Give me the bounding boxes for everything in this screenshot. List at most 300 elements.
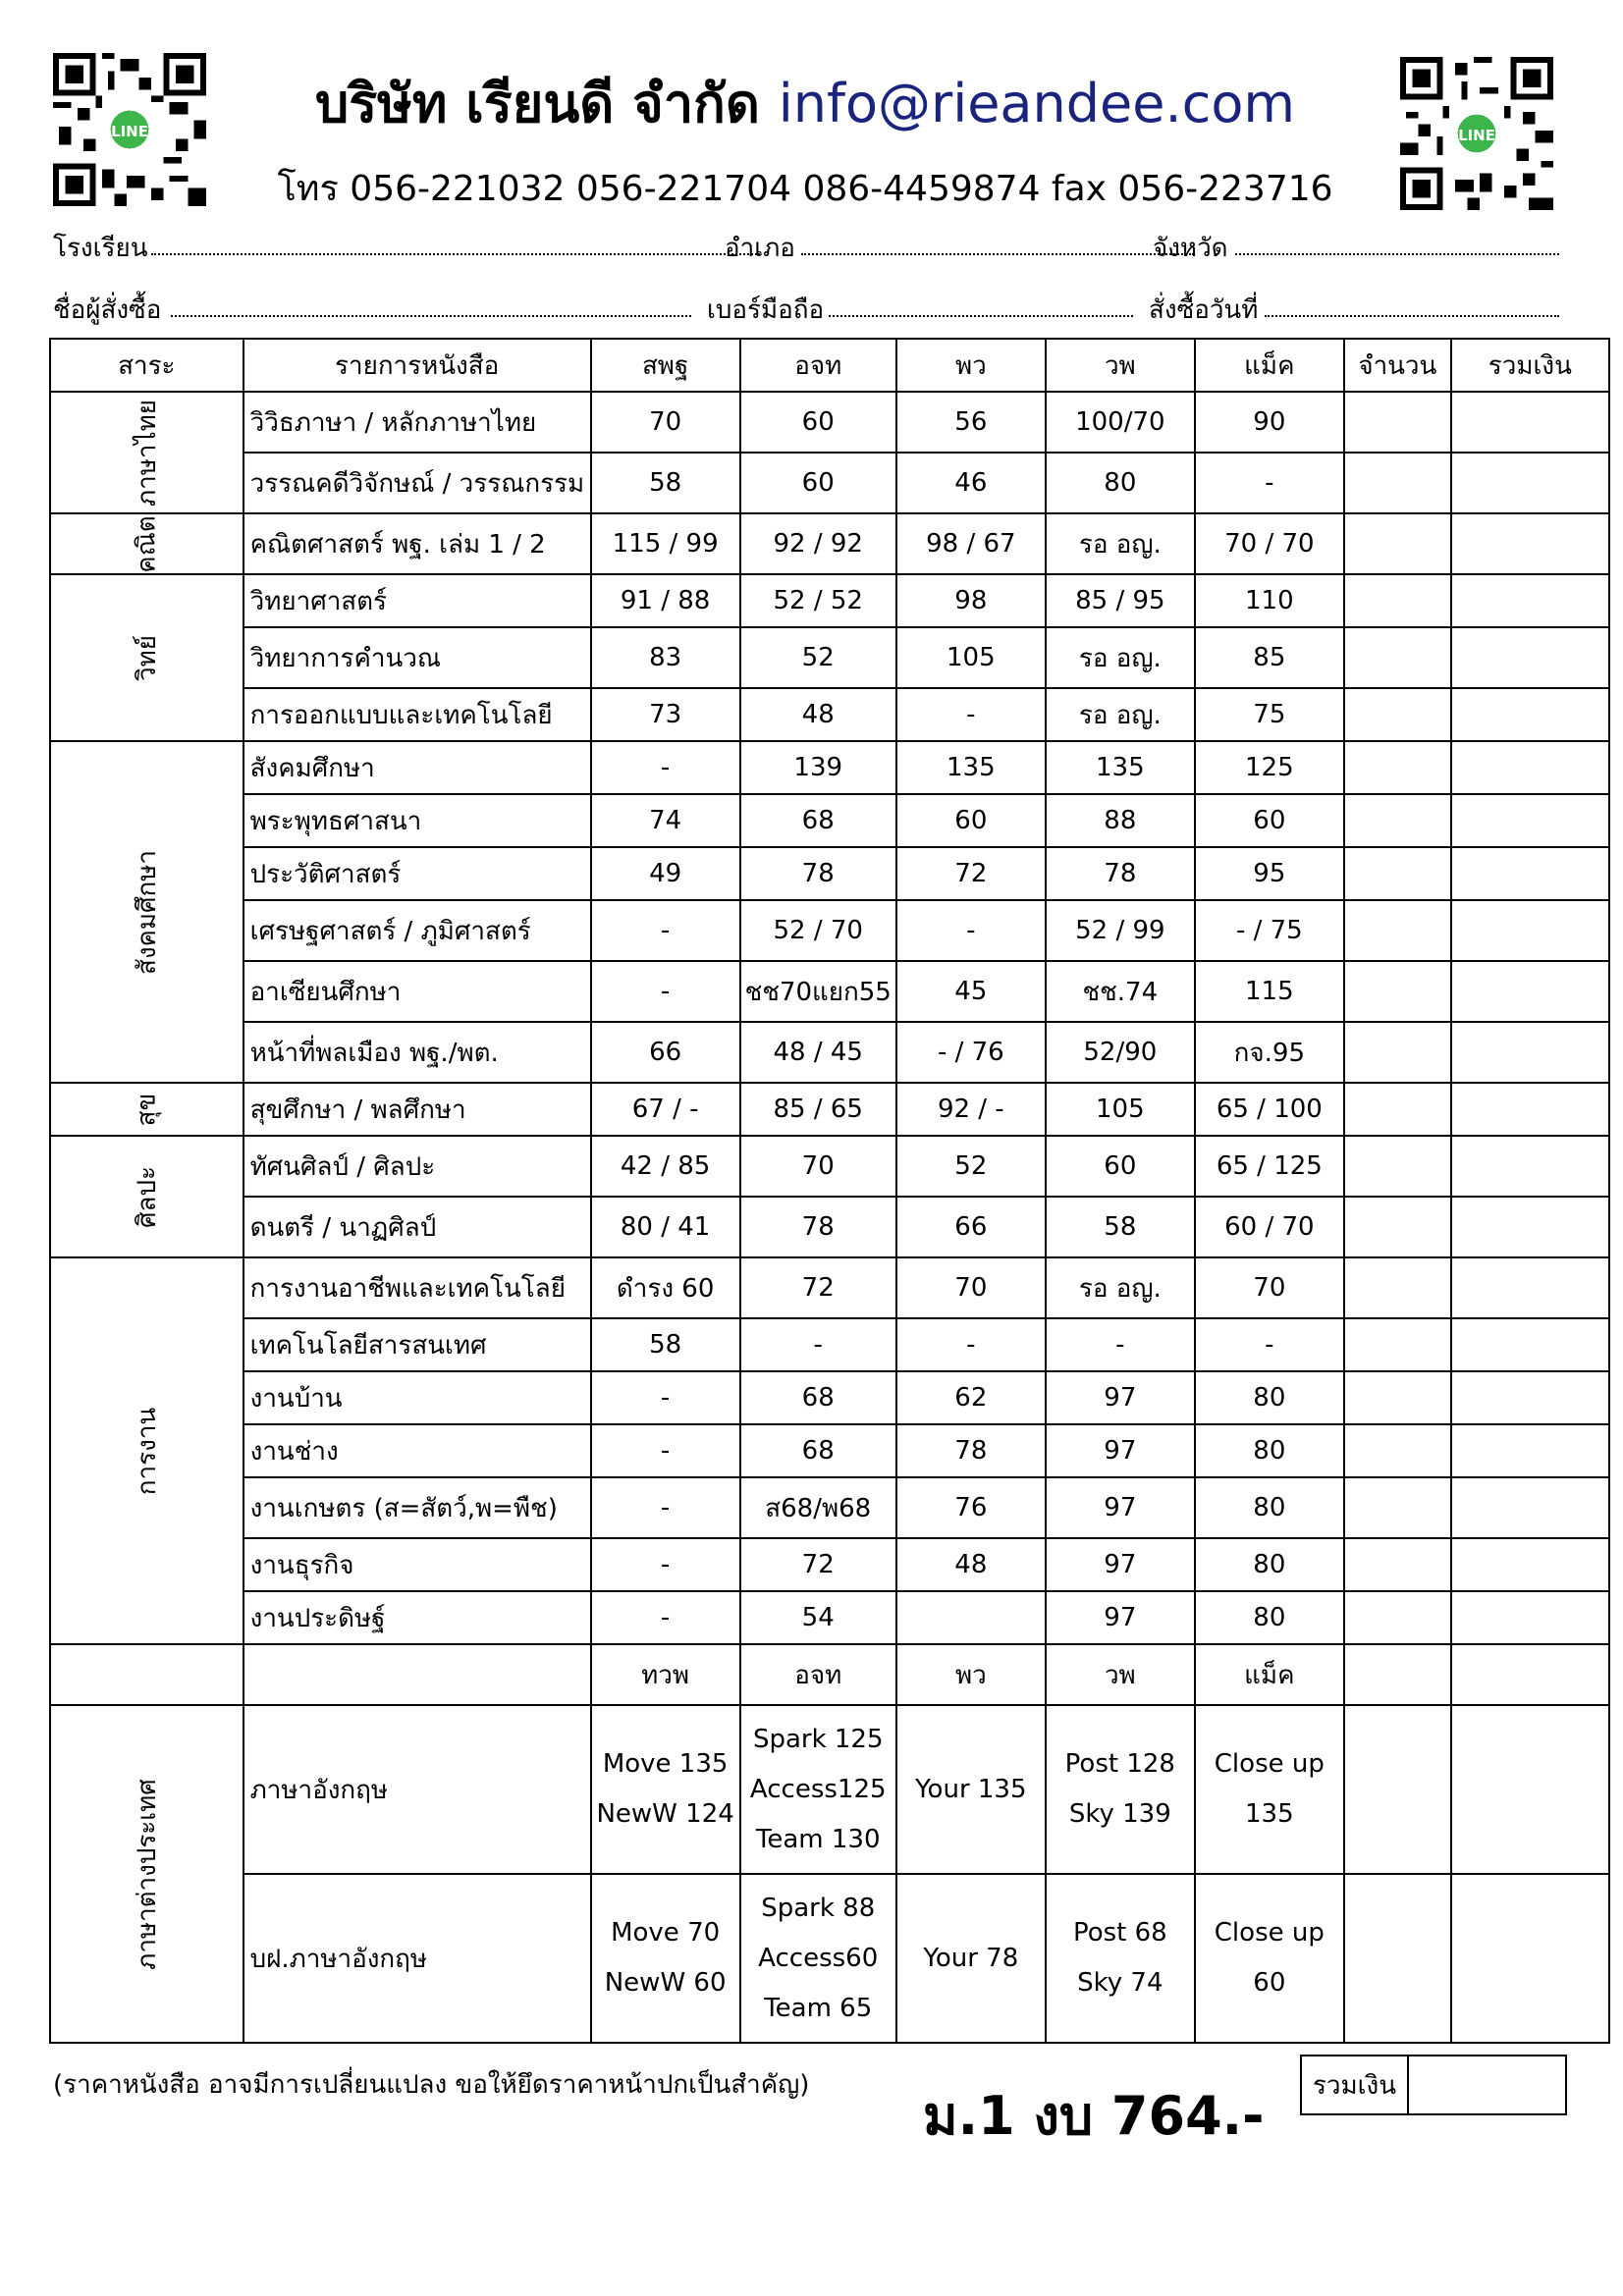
- quantity-field[interactable]: [1344, 794, 1451, 847]
- quantity-field[interactable]: [1344, 847, 1451, 900]
- company-name: บริษัท เรียนดี จำกัด: [315, 73, 760, 134]
- table-row: [50, 1318, 1609, 1371]
- table-row: [50, 392, 1609, 453]
- subtotal-field[interactable]: [1451, 1371, 1609, 1424]
- column-header: รายการหนังสือ: [243, 339, 591, 392]
- quantity-field[interactable]: [1344, 392, 1451, 453]
- subtotal-field[interactable]: [1451, 627, 1609, 688]
- price-cell: 135: [1046, 741, 1195, 794]
- column-header: แม็ค: [1195, 1644, 1344, 1705]
- price-cell: 60: [740, 392, 896, 453]
- book-title: เศรษฐศาสตร์ / ภูมิศาสตร์: [243, 900, 591, 961]
- price-cell: 80: [1195, 1477, 1344, 1538]
- price-cell: 52 / 52: [740, 574, 896, 627]
- price-cell: ดำรง 60: [591, 1257, 740, 1318]
- column-header: วพ: [1046, 1644, 1195, 1705]
- province-field[interactable]: [1235, 228, 1559, 255]
- book-title: ภาษาอังกฤษ: [243, 1705, 591, 1874]
- price-cell: 97: [1046, 1477, 1195, 1538]
- form-line-school: [53, 228, 1565, 263]
- price-cell: 68: [740, 794, 896, 847]
- form-line-buyer: [53, 290, 1565, 325]
- price-cell: 90: [1195, 392, 1344, 453]
- quantity-field[interactable]: [1344, 900, 1451, 961]
- grand-total-field[interactable]: [1408, 2056, 1566, 2114]
- subtotal-field[interactable]: [1451, 1318, 1609, 1371]
- price-cell: -: [591, 1477, 740, 1538]
- subtotal-field[interactable]: [1451, 1136, 1609, 1197]
- book-title: งานประดิษฐ์: [243, 1591, 591, 1644]
- subtotal-field[interactable]: [1451, 847, 1609, 900]
- subject-cell: [50, 1083, 243, 1136]
- price-cell: 70 / 70: [1195, 513, 1344, 574]
- qr-code-right: [1400, 57, 1553, 210]
- column-header: อจท: [740, 339, 896, 392]
- quantity-field[interactable]: [1344, 1022, 1451, 1083]
- subtotal-field[interactable]: [1451, 794, 1609, 847]
- buyer-label: ชื่อผู้สั่งซื้อ: [53, 295, 162, 325]
- price-cell: ชช70แยก55: [740, 961, 896, 1022]
- subject-label: สังคมศึกษา: [132, 849, 162, 975]
- price-cell: 80: [1046, 453, 1195, 513]
- price-cell: 67 / -: [591, 1083, 740, 1136]
- price-line: Post 68: [1072, 1918, 1167, 1948]
- price-line: Move 70: [611, 1918, 721, 1948]
- quantity-field[interactable]: [1344, 1705, 1451, 1874]
- price-cell: [740, 1874, 896, 2043]
- book-title: อาเซียนศึกษา: [243, 961, 591, 1022]
- quantity-field[interactable]: [1344, 1477, 1451, 1538]
- quantity-field[interactable]: [1344, 961, 1451, 1022]
- price-cell: 88: [1046, 794, 1195, 847]
- price-cell: -: [1046, 1318, 1195, 1371]
- book-title: ดนตรี / นาฏศิลป์: [243, 1197, 591, 1257]
- price-cell: -: [896, 1318, 1046, 1371]
- price-cell: 78: [1046, 847, 1195, 900]
- column-header: พว: [896, 339, 1046, 392]
- empty-cell: [1451, 1644, 1609, 1705]
- price-cell: 83: [591, 627, 740, 688]
- price-cell: 91 / 88: [591, 574, 740, 627]
- subtotal-field[interactable]: [1451, 688, 1609, 741]
- price-cell: รอ อญ.: [1046, 513, 1195, 574]
- subtotal-field[interactable]: [1451, 1705, 1609, 1874]
- price-cell: [740, 1705, 896, 1874]
- subtotal-field[interactable]: [1451, 1197, 1609, 1257]
- price-cell: 68: [740, 1371, 896, 1424]
- price-cell: รอ อญ.: [1046, 627, 1195, 688]
- empty-cell: [50, 1644, 243, 1705]
- price-cell: 105: [896, 627, 1046, 688]
- quantity-field[interactable]: [1344, 1591, 1451, 1644]
- quantity-field[interactable]: [1344, 513, 1451, 574]
- subtotal-field[interactable]: [1451, 513, 1609, 574]
- price-cell: 65 / 125: [1195, 1136, 1344, 1197]
- price-cell: 60: [1195, 794, 1344, 847]
- price-cell: -: [1195, 453, 1344, 513]
- column-header: จำนวน: [1344, 339, 1451, 392]
- column-header: รวมเงิน: [1451, 339, 1609, 392]
- book-title: วิทยาศาสตร์: [243, 574, 591, 627]
- price-line: Close up: [1214, 1918, 1325, 1948]
- price-cell: 97: [1046, 1424, 1195, 1477]
- subtotal-field[interactable]: [1451, 1083, 1609, 1136]
- table-row: [50, 688, 1609, 741]
- price-cell: 76: [896, 1477, 1046, 1538]
- table-row: [50, 741, 1609, 794]
- line-badge: LINE: [1458, 126, 1495, 144]
- price-cell: 60: [1046, 1136, 1195, 1197]
- subject-cell: [50, 1136, 243, 1257]
- price-cell: -: [591, 961, 740, 1022]
- price-cell: [896, 1705, 1046, 1874]
- price-table: [49, 338, 1610, 2044]
- table-row: [50, 847, 1609, 900]
- price-cell: 49: [591, 847, 740, 900]
- price-cell: [896, 1874, 1046, 2043]
- subtotal-field[interactable]: [1451, 1477, 1609, 1538]
- price-cell: 135: [896, 741, 1046, 794]
- quantity-field[interactable]: [1344, 1083, 1451, 1136]
- price-cell: 60 / 70: [1195, 1197, 1344, 1257]
- price-cell: 66: [591, 1022, 740, 1083]
- price-cell: 52: [896, 1136, 1046, 1197]
- table-row: [50, 1538, 1609, 1591]
- publisher-header-row: [50, 1644, 1609, 1705]
- subject-cell: [50, 1257, 243, 1644]
- price-cell: 115 / 99: [591, 513, 740, 574]
- subtotal-field[interactable]: [1451, 574, 1609, 627]
- district-field[interactable]: [801, 228, 1194, 255]
- subject-label: วิทย์: [132, 634, 162, 681]
- price-cell: -: [896, 688, 1046, 741]
- grand-total-label: รวมเงิน: [1301, 2056, 1408, 2114]
- table-row: [50, 574, 1609, 627]
- price-cell: - / 75: [1195, 900, 1344, 961]
- price-cell: 52: [740, 627, 896, 688]
- price-cell: -: [591, 741, 740, 794]
- price-cell: -: [591, 1591, 740, 1644]
- book-title: งานช่าง: [243, 1424, 591, 1477]
- price-cell: 80: [1195, 1538, 1344, 1591]
- price-cell: 52/90: [1046, 1022, 1195, 1083]
- book-title: งานบ้าน: [243, 1371, 591, 1424]
- subject-label: สุข: [132, 1093, 162, 1126]
- price-cell: 54: [740, 1591, 896, 1644]
- price-cell: 70: [591, 392, 740, 453]
- company-email[interactable]: info@rieandee.com: [778, 73, 1295, 134]
- price-cell: 72: [740, 1257, 896, 1318]
- price-cell: 78: [740, 847, 896, 900]
- price-cell: 97: [1046, 1371, 1195, 1424]
- price-cell: ชช.74: [1046, 961, 1195, 1022]
- price-cell: 42 / 85: [591, 1136, 740, 1197]
- qr-code-icon: [53, 53, 206, 206]
- table-row: [50, 1257, 1609, 1318]
- price-cell: -: [740, 1318, 896, 1371]
- price-cell: 80 / 41: [591, 1197, 740, 1257]
- price-line: 135: [1245, 1799, 1294, 1829]
- quantity-field[interactable]: [1344, 741, 1451, 794]
- quantity-field[interactable]: [1344, 1257, 1451, 1318]
- price-line: Team 65: [764, 1993, 873, 2023]
- company-phones: โทร 056-221032 056-221704 086-4459874 fax 056-223716: [277, 169, 1333, 209]
- price-cell: 70: [740, 1136, 896, 1197]
- buyer-field[interactable]: [171, 290, 691, 317]
- subtotal-field[interactable]: [1451, 741, 1609, 794]
- school-label: โรงเรียน: [53, 234, 148, 263]
- price-cell: 80: [1195, 1424, 1344, 1477]
- price-cell: 95: [1195, 847, 1344, 900]
- mobile-field[interactable]: [829, 290, 1133, 317]
- subject-label: ภาษาต่างประเทศ: [132, 1778, 162, 1970]
- price-cell: 78: [896, 1424, 1046, 1477]
- price-cell: 92 / 92: [740, 513, 896, 574]
- order-date-field[interactable]: [1265, 290, 1559, 317]
- price-cell: [591, 1705, 740, 1874]
- price-note: (ราคาหนังสือ อาจมีการเปลี่ยนแปลง ขอให้ยึดราคาหน้าปกเป็นสำคัญ): [53, 2070, 810, 2100]
- table-header-row: [50, 339, 1609, 392]
- quantity-field[interactable]: [1344, 1874, 1451, 2043]
- book-title: สุขศึกษา / พลศึกษา: [243, 1083, 591, 1136]
- price-cell: 48: [740, 688, 896, 741]
- empty-cell: [1344, 1644, 1451, 1705]
- price-cell: [591, 1874, 740, 2043]
- price-cell: - / 76: [896, 1022, 1046, 1083]
- price-cell: -: [591, 900, 740, 961]
- price-cell: [1046, 1874, 1195, 2043]
- column-header: พว: [896, 1644, 1046, 1705]
- price-cell: 85 / 95: [1046, 574, 1195, 627]
- price-line: Spark 125: [752, 1724, 884, 1754]
- price-cell: 73: [591, 688, 740, 741]
- subtotal-field[interactable]: [1451, 1538, 1609, 1591]
- price-cell: 58: [591, 453, 740, 513]
- subtotal-field[interactable]: [1451, 1874, 1609, 2043]
- book-title: คณิตศาสตร์ พฐ. เล่ม 1 / 2: [243, 513, 591, 574]
- subtotal-field[interactable]: [1451, 900, 1609, 961]
- price-cell: 80: [1195, 1591, 1344, 1644]
- column-header: สพฐ: [591, 339, 740, 392]
- subtotal-field[interactable]: [1451, 961, 1609, 1022]
- book-title: วรรณคดีวิจักษณ์ / วรรณกรรม: [243, 453, 591, 513]
- table-row: [50, 513, 1609, 574]
- price-cell: 48 / 45: [740, 1022, 896, 1083]
- price-cell: [1046, 1705, 1195, 1874]
- price-cell: 115: [1195, 961, 1344, 1022]
- quantity-field[interactable]: [1344, 627, 1451, 688]
- price-cell: รอ อญ.: [1046, 688, 1195, 741]
- price-cell: 45: [896, 961, 1046, 1022]
- book-title: สังคมศึกษา: [243, 741, 591, 794]
- book-title: วิวิธภาษา / หลักภาษาไทย: [243, 392, 591, 453]
- table-row: [50, 1705, 1609, 1874]
- price-cell: กจ.95: [1195, 1022, 1344, 1083]
- grade-budget: ม.1 งบ 764.-: [923, 2085, 1265, 2147]
- price-line: NewW 124: [596, 1799, 734, 1829]
- price-line: Move 135: [602, 1749, 729, 1779]
- province-label: จังหวัด: [1153, 234, 1228, 263]
- book-title: หน้าที่พลเมือง พฐ./พต.: [243, 1022, 591, 1083]
- price-cell: [896, 1591, 1046, 1644]
- price-cell: 72: [896, 847, 1046, 900]
- price-cell: 85 / 65: [740, 1083, 896, 1136]
- book-title: การงานอาชีพและเทคโนโลยี: [243, 1257, 591, 1318]
- price-cell: 98 / 67: [896, 513, 1046, 574]
- book-title: งานเกษตร (ส=สัตว์,พ=พืช): [243, 1477, 591, 1538]
- book-title: การออกแบบและเทคโนโลยี: [243, 688, 591, 741]
- price-cell: -: [896, 900, 1046, 961]
- column-header: สาระ: [50, 339, 243, 392]
- price-cell: 98: [896, 574, 1046, 627]
- price-cell: 52 / 70: [740, 900, 896, 961]
- table-row: [50, 900, 1609, 961]
- quantity-field[interactable]: [1344, 1318, 1451, 1371]
- price-line: Spark 88: [761, 1893, 876, 1923]
- price-line: Close up: [1214, 1749, 1325, 1779]
- subject-cell: [50, 574, 243, 741]
- subject-label: ศิลปะ: [132, 1165, 162, 1228]
- price-cell: 56: [896, 392, 1046, 453]
- subject-label: การงาน: [132, 1407, 162, 1495]
- price-cell: 66: [896, 1197, 1046, 1257]
- book-title: เทคโนโลยีสารสนเทศ: [243, 1318, 591, 1371]
- price-cell: -: [591, 1371, 740, 1424]
- subtotal-field[interactable]: [1451, 1257, 1609, 1318]
- price-cell: -: [591, 1424, 740, 1477]
- price-cell: 65 / 100: [1195, 1083, 1344, 1136]
- quantity-field[interactable]: [1344, 1371, 1451, 1424]
- grand-total-box: [1300, 2055, 1567, 2115]
- subject-label: ภาษาไทย: [132, 399, 162, 507]
- qr-code-icon: [1400, 57, 1553, 210]
- subject-cell: [50, 741, 243, 1083]
- price-cell: -: [1195, 1318, 1344, 1371]
- line-badge: LINE: [111, 122, 148, 140]
- subtotal-field[interactable]: [1451, 392, 1609, 453]
- quantity-field[interactable]: [1344, 1538, 1451, 1591]
- book-title: พระพุทธศาสนา: [243, 794, 591, 847]
- price-cell: 52 / 99: [1046, 900, 1195, 961]
- price-cell: 105: [1046, 1083, 1195, 1136]
- price-line: Team 130: [755, 1824, 881, 1854]
- order-date-label: สั่งซื้อวันที่: [1149, 295, 1259, 325]
- column-header: ทวพ: [591, 1644, 740, 1705]
- quantity-field[interactable]: [1344, 1197, 1451, 1257]
- price-cell: 60: [740, 453, 896, 513]
- table-row: [50, 1022, 1609, 1083]
- subtotal-field[interactable]: [1451, 1591, 1609, 1644]
- price-cell: 97: [1046, 1538, 1195, 1591]
- subtotal-field[interactable]: [1451, 1022, 1609, 1083]
- subtotal-field[interactable]: [1451, 1424, 1609, 1477]
- price-cell: 70: [896, 1257, 1046, 1318]
- price-cell: 74: [591, 794, 740, 847]
- subtotal-field[interactable]: [1451, 453, 1609, 513]
- price-line: 60: [1253, 1968, 1286, 1998]
- book-title: วิทยาการคำนวณ: [243, 627, 591, 688]
- price-cell: 97: [1046, 1591, 1195, 1644]
- price-cell: 125: [1195, 741, 1344, 794]
- book-title: ประวัติศาสตร์: [243, 847, 591, 900]
- book-title: ทัศนศิลป์ / ศิลปะ: [243, 1136, 591, 1197]
- table-row: [50, 1136, 1609, 1197]
- subject-cell: [50, 513, 243, 574]
- company-header: [275, 61, 1335, 145]
- price-cell: 60: [896, 794, 1046, 847]
- price-cell: ส68/พ68: [740, 1477, 896, 1538]
- price-cell: 62: [896, 1371, 1046, 1424]
- price-line: Post 128: [1064, 1749, 1175, 1779]
- subject-cell: [50, 392, 243, 513]
- table-row: [50, 1477, 1609, 1538]
- quantity-field[interactable]: [1344, 1136, 1451, 1197]
- price-line: NewW 60: [604, 1968, 727, 1998]
- quantity-field[interactable]: [1344, 453, 1451, 513]
- subject-label: คณิต: [132, 514, 162, 573]
- price-line: Your 78: [923, 1943, 1019, 1973]
- table-row: [50, 1424, 1609, 1477]
- price-line: Access125: [749, 1774, 887, 1804]
- price-cell: รอ อญ.: [1046, 1257, 1195, 1318]
- table-row: [50, 453, 1609, 513]
- school-field[interactable]: [151, 228, 760, 255]
- column-header: อจท: [740, 1644, 896, 1705]
- quantity-field[interactable]: [1344, 574, 1451, 627]
- price-cell: -: [591, 1538, 740, 1591]
- quantity-field[interactable]: [1344, 1424, 1451, 1477]
- price-cell: [1195, 1705, 1344, 1874]
- price-cell: 48: [896, 1538, 1046, 1591]
- price-cell: 72: [740, 1538, 896, 1591]
- price-cell: 58: [591, 1318, 740, 1371]
- table-row: [50, 1591, 1609, 1644]
- price-cell: 78: [740, 1197, 896, 1257]
- subject-cell: [50, 1705, 243, 2043]
- table-row: [50, 961, 1609, 1022]
- book-title: บฝ.ภาษาอังกฤษ: [243, 1874, 591, 2043]
- empty-cell: [243, 1644, 591, 1705]
- price-cell: [1195, 1874, 1344, 2043]
- table-row: [50, 1371, 1609, 1424]
- price-cell: 75: [1195, 688, 1344, 741]
- price-line: Your 135: [915, 1774, 1027, 1804]
- price-cell: 85: [1195, 627, 1344, 688]
- price-cell: 80: [1195, 1371, 1344, 1424]
- quantity-field[interactable]: [1344, 688, 1451, 741]
- table-row: [50, 1083, 1609, 1136]
- column-header: แม็ค: [1195, 339, 1344, 392]
- table-row: [50, 627, 1609, 688]
- district-label: อำเภอ: [725, 234, 795, 263]
- mobile-label: เบอร์มือถือ: [707, 295, 825, 325]
- qr-code-left: [53, 53, 206, 206]
- table-row: [50, 1874, 1609, 2043]
- column-header: วพ: [1046, 339, 1195, 392]
- table-row: [50, 1197, 1609, 1257]
- price-cell: 68: [740, 1424, 896, 1477]
- price-line: Sky 74: [1077, 1968, 1163, 1998]
- price-cell: 46: [896, 453, 1046, 513]
- price-line: Access60: [758, 1943, 879, 1973]
- price-cell: 100/70: [1046, 392, 1195, 453]
- price-cell: 58: [1046, 1197, 1195, 1257]
- price-cell: 139: [740, 741, 896, 794]
- price-cell: 70: [1195, 1257, 1344, 1318]
- price-line: Sky 139: [1068, 1799, 1171, 1829]
- price-cell: 110: [1195, 574, 1344, 627]
- price-cell: 92 / -: [896, 1083, 1046, 1136]
